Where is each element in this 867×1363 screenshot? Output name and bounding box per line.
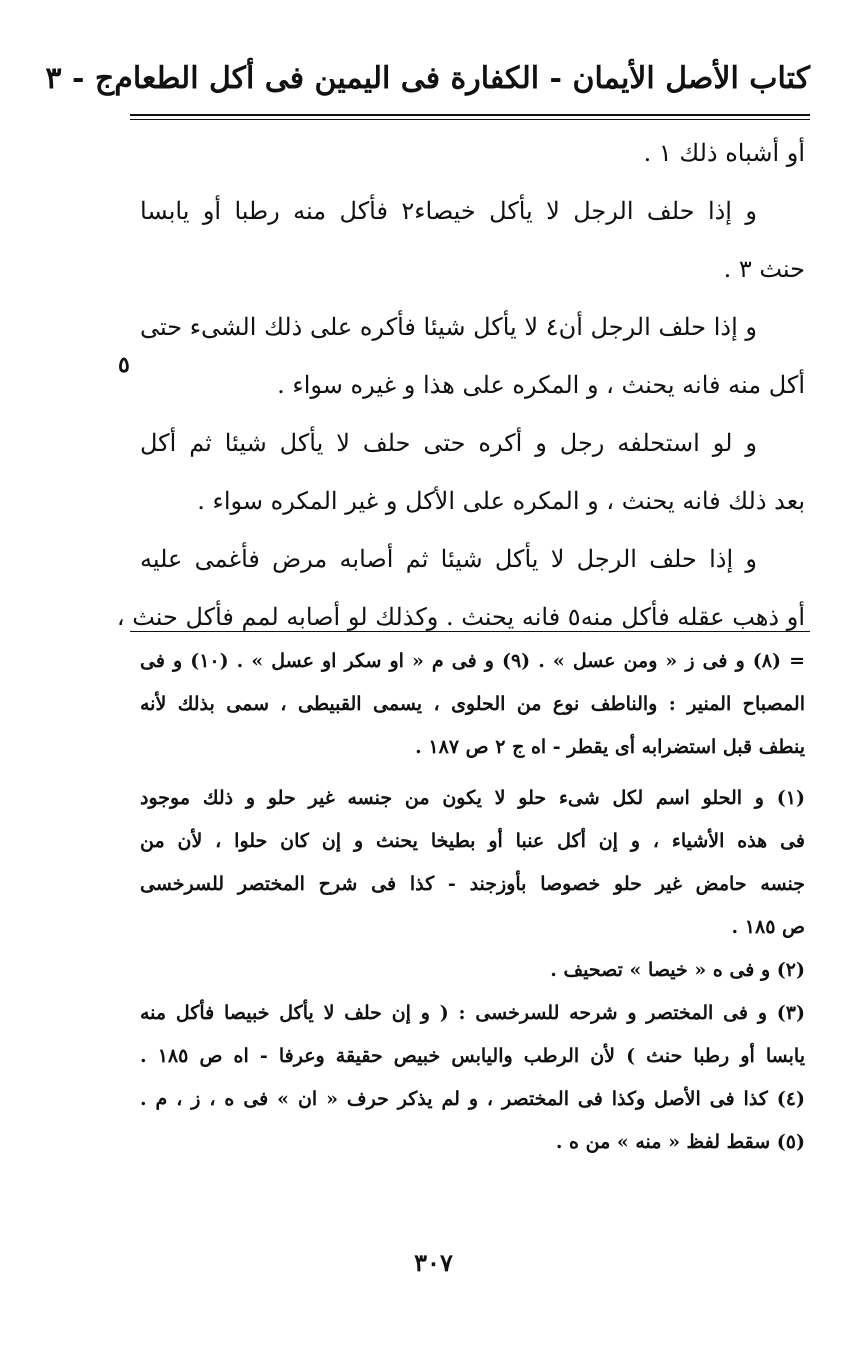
footnote-line: (١) و الحلو اسم لكل شىء حلو لا يكون من جنسه غير حلو و ذلك موجود [140, 787, 805, 809]
footnote-line: فى هذه الأشياء ، و إن أكل عنبا أو بطيخا يحنث و إن كان حلوا ، لأن من [140, 830, 805, 852]
text-line: و إذا حلف الرجل أن٤ لا يأكل شيئا فأكره على ذلك الشىء حتى [140, 313, 757, 341]
footnote-line: (٤) كذا فى الأصل وكذا فى المختصر ، و لم يذكر حرف « ان » فى ه ، ز ، م . [140, 1088, 805, 1110]
footnote-line: المصباح المنير : والناطف نوع من الحلوى ، يسمى القبيطى ، سمى بذلك لأنه [140, 693, 805, 715]
footnote-line: (٣) و فى المختصر و شرحه للسرخسى : ( و إن حلف لا يأكل خبيصا فأكل منه [140, 1002, 805, 1024]
footnote-line: (٥) سقط لفظ « منه » من ه . [555, 1131, 805, 1153]
text-line: أو أشباه ذلك ١ . [643, 139, 805, 167]
text-line: بعد ذلك فانه يحنث ، و المكره على الأكل و غير المكره سواء . [197, 487, 805, 515]
header-rule-thin [130, 119, 810, 120]
running-header [45, 48, 810, 108]
text-line: و إذا حلف الرجل لا يأكل خيصاء٢ فأكل منه رطبا أو يابسا [140, 197, 757, 225]
text-line: أكل منه فانه يحنث ، و المكره على هذا و غيره سواء . [277, 371, 805, 399]
footnote-line: = (٨) و فى ز « ومن عسل » . (٩) و فى م « او سكر او عسل » . (١٠) و فى [140, 650, 805, 672]
header-rule-thick [130, 114, 810, 116]
text-line: و لو استحلفه رجل و أكره حتى حلف لا يأكل شيئا ثم أكل [140, 429, 757, 457]
margin-line-number: ٥ [118, 352, 130, 378]
header-volume: ج - ٣ [45, 60, 115, 96]
text-line: و إذا حلف الرجل لا يأكل شيئا ثم أصابه مرض فأغمى عليه [140, 545, 757, 573]
page-number: ٣٠٧ [414, 1248, 453, 1277]
main-text [116, 124, 805, 646]
footnote-rule [130, 631, 810, 632]
footnote-line: (٢) و فى ه « خيصا » تصحيف . [550, 959, 805, 981]
footnote-line: ص ١٨٥ . [731, 916, 805, 938]
footnotes [140, 640, 805, 1164]
text-line: أو ذهب عقله فأكل منه٥ فانه يحنث . وكذلك لو أصابه لمم فأكل حنث ، [116, 603, 805, 631]
footnote-line: يابسا أو رطبا حنث ) لأن الرطب واليابس خبيص حقيقة وعرفا - اه ص ١٨٥ . [140, 1045, 805, 1067]
footnote-line: ينطف قبل استضرابه أى يقطر - اه ج ٢ ص ١٨٧ . [415, 736, 805, 758]
header-title: كتاب الأصل الأيمان - الكفارة فى اليمين فى أكل الطعام [114, 60, 810, 96]
text-line: حنث ٣ . [723, 255, 805, 283]
footnote-line: جنسه حامض غير حلو خصوصا بأوزجند - كذا فى شرح المختصر للسرخسى [140, 873, 805, 895]
